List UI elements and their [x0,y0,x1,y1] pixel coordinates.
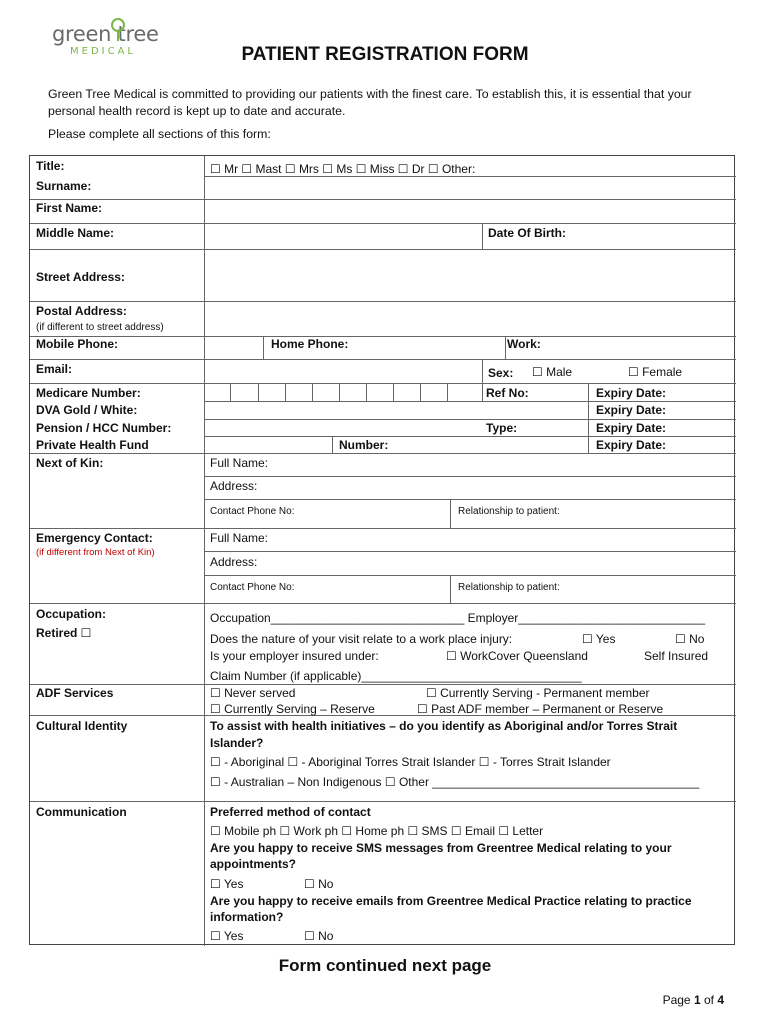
title-options[interactable]: ☐ Mr ☐ Mast ☐ Mrs ☐ Ms ☐ Miss ☐ Dr ☐ Other: [210,162,476,176]
sms-question-line2: appointments? [210,857,296,871]
email-no-option[interactable]: ☐ No [304,929,334,943]
injury-no-option[interactable]: ☐ No [675,632,705,646]
pension-expiry-label: Expiry Date: [596,421,667,435]
email-yes-option[interactable]: ☐ Yes [210,929,244,943]
dva-label: DVA Gold / White: [36,403,138,417]
private-expiry-label: Expiry Date: [596,438,667,452]
adf-services-label: ADF Services [36,686,114,700]
first-name-label: First Name: [36,201,103,215]
injury-yes-option[interactable]: ☐ Yes [582,632,616,646]
pension-type-label: Type: [486,421,518,435]
retired-checkbox[interactable]: Retired ☐ [36,626,92,640]
workcover-option[interactable]: ☐ WorkCover Queensland [446,649,588,663]
surname-label: Surname: [36,179,92,193]
sex-male-option[interactable]: ☐ Male [532,365,573,379]
home-phone-label: Home Phone: [271,337,349,351]
page-number [663,993,724,1007]
logo-subtitle: MEDICAL [70,46,136,57]
instruction-text: Please complete all sections of this form: [48,127,271,141]
work-phone-label: Work: [507,337,541,351]
emergency-relationship-label: Relationship to patient: [458,582,560,593]
dva-expiry-label: Expiry Date: [596,403,667,417]
sms-yes-option[interactable]: ☐ Yes [210,877,244,891]
form-continued-note: Form continued next page [278,956,492,975]
mobile-phone-label: Mobile Phone: [36,337,118,351]
cultural-question-line1: To assist with health initiatives – do you identify as Aboriginal and/or Torres Strait [210,719,678,733]
occupation-label: Occupation: [36,607,107,621]
preferred-contact-label: Preferred method of contact [210,805,371,819]
page-current: 1 [693,993,701,1007]
nok-contact-phone-label: Contact Phone No: [210,506,295,517]
dob-label: Date Of Birth: [488,226,566,240]
page-of: of [700,993,718,1007]
page-total: 4 [717,993,724,1007]
emergency-address-label: Address: [210,555,258,569]
claim-number-line[interactable]: Claim Number (if applicable)_________________________________ [210,669,582,683]
page-title: PATIENT REGISTRATION FORM [241,44,529,65]
nok-address-label: Address: [210,479,258,493]
medicare-expiry-label: Expiry Date: [596,386,667,400]
intro-text: Green Tree Medical is committed to providing our patients with the finest care. To establish this, it is essential that your personal health record is kept up to date and accurate. [48,87,692,118]
communication-label: Communication [36,805,127,819]
email-question-line1: Are you happy to receive emails from Greentree Medical Practice relating to practice [210,894,692,908]
ref-no-label: Ref No: [486,386,529,400]
cultural-identity-label: Cultural Identity [36,719,128,733]
adf-reserve-option[interactable]: ☐ Currently Serving – Reserve [210,702,375,716]
postal-address-label: Postal Address: [36,304,127,318]
sex-label: Sex: [488,366,514,380]
emergency-full-name-label: Full Name: [210,531,269,545]
cultural-options-line2[interactable]: ☐ - Australian – Non Indigenous ☐ Other ________________________________________ [210,775,700,789]
adf-never-option[interactable]: ☐ Never served [210,686,296,700]
adf-past-option[interactable]: ☐ Past ADF member – Permanent or Reserve [417,702,664,716]
postal-address-note: (if different to street address) [36,322,164,333]
sms-question-line1: Are you happy to receive SMS messages from Greentree Medical relating to your [210,841,672,855]
middle-name-label: Middle Name: [36,226,115,240]
next-of-kin-label: Next of Kin: [36,456,104,470]
cultural-question-line2: Islander? [210,736,264,750]
private-health-label: Private Health Fund [36,438,149,452]
street-address-label: Street Address: [36,270,125,284]
self-insured-option[interactable]: Self Insured [644,649,709,663]
emergency-contact-phone-label: Contact Phone No: [210,582,295,593]
nok-relationship-label: Relationship to patient: [458,506,560,517]
adf-permanent-option[interactable]: ☐ Currently Serving - Permanent member [426,686,650,700]
email-label: Email: [36,362,73,376]
title-label: Title: [36,159,65,173]
pension-label: Pension / HCC Number: [36,421,172,435]
private-number-label: Number: [339,438,389,452]
sms-no-option[interactable]: ☐ No [304,877,334,891]
injury-question: Does the nature of your visit relate to a work place injury: [210,632,513,646]
email-question-line2: information? [210,910,284,924]
tree-icon [110,18,126,42]
nok-full-name-label: Full Name: [210,456,269,470]
occupation-employer-line[interactable]: Occupation_____________________________ Employer____________________________ [210,611,706,625]
logo-wordmark: green tree [52,22,159,46]
insurer-question: Is your employer insured under: [210,649,379,663]
registration-form [29,155,735,945]
page-prefix: Page [662,993,694,1007]
emergency-contact-label: Emergency Contact: [36,531,153,545]
sex-female-option[interactable]: ☐ Female [628,365,683,379]
emergency-contact-note: (if different from Next of Kin) [36,547,155,558]
cultural-options-line1[interactable]: ☐ - Aboriginal ☐ - Aboriginal Torres Strait Islander ☐ - Torres Strait Islander [210,755,611,769]
contact-method-options[interactable]: ☐ Mobile ph ☐ Work ph ☐ Home ph ☐ SMS ☐ Email ☐ Letter [210,824,544,838]
medicare-label: Medicare Number: [36,386,141,400]
